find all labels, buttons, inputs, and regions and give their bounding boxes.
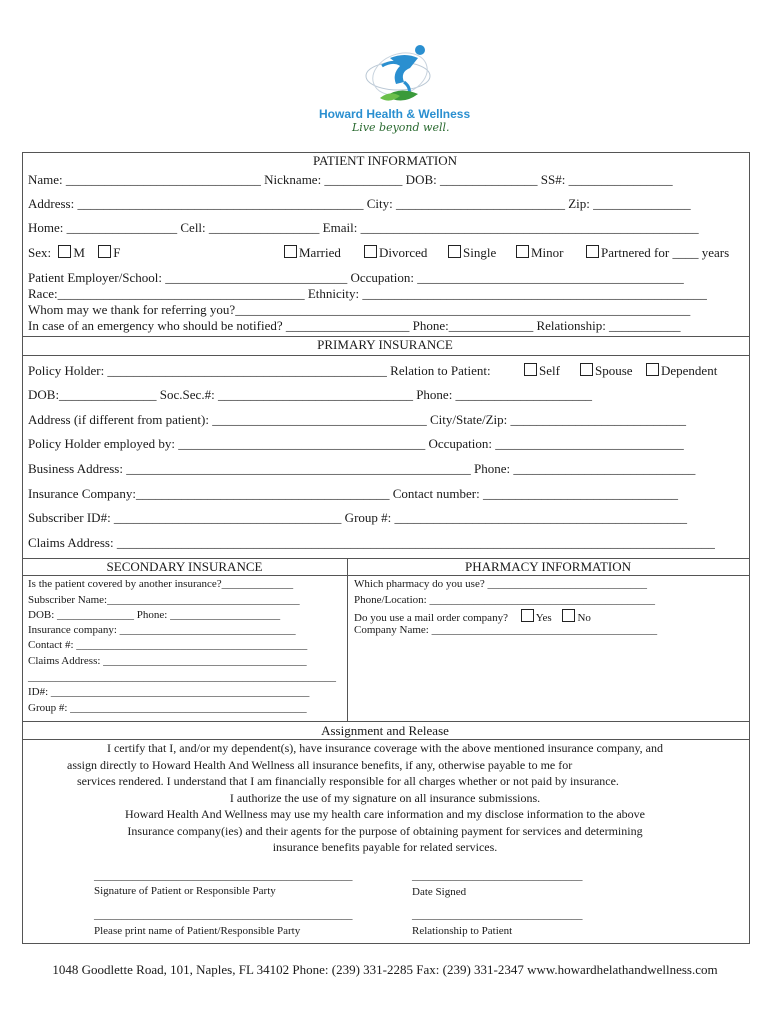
footer-contact: 1048 Goodlette Road, 101, Naples, FL 34102 Phone: (239) 331-2285 Fax: (239) 331-2347 www.howardhelathandwellness.com: [52, 962, 718, 977]
release-text-3: services rendered. I understand that I am financially responsible for all charges whether or not paid by insurance.: [77, 774, 619, 788]
single-label: Single: [463, 245, 497, 260]
patient-home-field[interactable]: Home: _________________ Cell: _________________ Email: ____________________________________________________: [28, 220, 699, 235]
relationship-line[interactable]: _______________________________: [412, 909, 583, 921]
patient-employer-field[interactable]: Patient Employer/School: ____________________________ Occupation: _________________________________________: [28, 270, 684, 285]
relationship-label: Relationship to Patient: [412, 925, 513, 937]
marital-single[interactable]: [448, 245, 496, 261]
secondary-company-field[interactable]: Insurance company: ________________________________: [28, 624, 296, 636]
relation-self[interactable]: [524, 363, 560, 379]
secondary-dob-field[interactable]: DOB: ______________ Phone: ____________________: [28, 609, 281, 621]
spouse-label: Spouse: [595, 363, 633, 378]
sex-male-checkbox[interactable]: [58, 245, 71, 258]
date-signed-label: Date Signed: [412, 886, 467, 898]
patient-info-header: PATIENT INFORMATION: [312, 153, 458, 168]
sex-female-checkbox[interactable]: [98, 245, 111, 258]
yes-label: Yes: [535, 612, 552, 624]
secondary-subscriber-field[interactable]: Subscriber Name:___________________________________: [28, 594, 300, 606]
pharmacy-phone-field[interactable]: Phone/Location: _________________________________________: [354, 594, 655, 606]
policy-dob-field[interactable]: DOB:_______________ Soc.Sec.#: ______________________________ Phone: _____________________: [28, 387, 593, 402]
policy-employed-field[interactable]: Policy Holder employed by: ______________________________________ Occupation: _____________________________: [28, 436, 684, 451]
release-text-2: assign directly to Howard Health And Wellness all insurance benefits, if any, otherwise payable to me for: [67, 758, 573, 772]
mail-order-yes-checkbox[interactable]: [521, 609, 534, 622]
business-address-field[interactable]: Business Address: _____________________________________________________ Phone: ____________________________: [28, 461, 696, 476]
dependent-label: Dependent: [661, 363, 718, 378]
mail-order-row: [354, 609, 591, 624]
patient-referral-field[interactable]: Whom may we thank for referring you?______________________________________________________________________: [28, 302, 691, 317]
release-header: Assignment and Release: [321, 723, 449, 738]
signature-label: Signature of Patient or Responsible Party: [94, 885, 276, 897]
relation-spouse[interactable]: [580, 363, 633, 379]
sex-label: Sex:: [28, 245, 52, 260]
self-checkbox[interactable]: [524, 363, 537, 376]
pharmacy-which-field[interactable]: Which pharmacy do you use? _____________________________: [354, 578, 647, 590]
logo: [360, 38, 440, 108]
secondary-covered-field[interactable]: Is the patient covered by another insurance?_____________: [28, 578, 294, 590]
divorced-checkbox[interactable]: [364, 245, 377, 258]
secondary-claims-line2[interactable]: ________________________________________________________: [28, 671, 336, 683]
marital-minor[interactable]: [516, 245, 564, 261]
sex-male-label: M: [73, 245, 85, 260]
married-label: Married: [299, 245, 341, 260]
secondary-group-field[interactable]: Group #: ___________________________________________: [28, 702, 307, 714]
secondary-insurance-header: SECONDARY INSURANCE: [106, 559, 263, 574]
divider: [22, 739, 749, 740]
divider: [22, 355, 749, 356]
marital-partnered[interactable]: [586, 245, 729, 261]
pharmacy-header: PHARMACY INFORMATION: [464, 559, 631, 574]
divorced-label: Divorced: [379, 245, 428, 260]
print-name-line[interactable]: _______________________________________________: [94, 909, 353, 921]
insurance-company-field[interactable]: Insurance Company:_______________________________________ Contact number: ______________________________: [28, 486, 678, 501]
marital-divorced[interactable]: [364, 245, 427, 261]
mail-order-label: Do you use a mail order company?: [354, 612, 508, 624]
patient-race-field[interactable]: Race:______________________________________ Ethnicity: _____________________________________________________: [28, 286, 707, 301]
no-label: No: [577, 612, 591, 624]
married-checkbox[interactable]: [284, 245, 297, 258]
spouse-checkbox[interactable]: [580, 363, 593, 376]
patient-emergency-field[interactable]: In case of an emergency who should be notified? ___________________ Phone:_____________ Relationship: ___________: [28, 318, 681, 333]
secondary-id-field[interactable]: ID#: _______________________________________________: [28, 686, 310, 698]
policy-address-field[interactable]: Address (if different from patient): _________________________________ City/State/Zip: ___________________________: [28, 412, 687, 427]
release-text-4: I authorize the use of my signature on all insurance submissions.: [229, 791, 541, 805]
print-name-label: Please print name of Patient/Responsible Party: [94, 925, 301, 937]
release-text-6: Insurance company(ies) and their agents for the purpose of obtaining payment for services and determining: [127, 824, 643, 838]
sex-row: [28, 245, 120, 261]
claims-address-field[interactable]: Claims Address: ____________________________________________________________________________________________: [28, 535, 715, 550]
patient-name-field[interactable]: Name: ______________________________ Nickname: ____________ DOB: _______________ SS#: ________________: [28, 172, 673, 187]
divider: [22, 575, 749, 576]
self-label: Self: [539, 363, 560, 378]
date-signed-line[interactable]: _______________________________: [412, 870, 583, 882]
policy-holder-field[interactable]: Policy Holder: ___________________________________________ Relation to Patient:: [28, 363, 491, 378]
patient-address-field[interactable]: Address: ____________________________________________ City: __________________________ Zip: _______________: [28, 196, 691, 211]
release-text-5: Howard Health And Wellness may use my health care information and my disclose information to the above: [124, 807, 645, 821]
secondary-claims-field[interactable]: Claims Address: _____________________________________: [28, 655, 307, 667]
single-checkbox[interactable]: [448, 245, 461, 258]
primary-insurance-header: PRIMARY INSURANCE: [317, 337, 453, 352]
secondary-contact-field[interactable]: Contact #: __________________________________________: [28, 639, 308, 651]
minor-label: Minor: [531, 245, 564, 260]
dependent-checkbox[interactable]: [646, 363, 659, 376]
relation-dependent[interactable]: [646, 363, 717, 379]
minor-checkbox[interactable]: [516, 245, 529, 258]
signature-line[interactable]: _______________________________________________: [94, 870, 353, 882]
release-text-7: insurance benefits payable for related services.: [272, 840, 498, 854]
logo-figure-icon: [360, 38, 440, 108]
partnered-label: Partnered for ____ years: [601, 245, 730, 260]
column-divider: [347, 558, 348, 721]
release-text-1: I certify that I, and/or my dependent(s), have insurance coverage with the above mentioned insurance company, and: [106, 741, 663, 755]
logo-tagline: Live beyond well.: [352, 121, 450, 134]
mail-order-no-checkbox[interactable]: [562, 609, 575, 622]
marital-married[interactable]: [284, 245, 341, 261]
subscriber-id-field[interactable]: Subscriber ID#: ___________________________________ Group #: _____________________________________________: [28, 510, 688, 525]
divider: [22, 721, 749, 722]
pharmacy-company-field[interactable]: Company Name: _________________________________________: [354, 624, 658, 636]
partnered-checkbox[interactable]: [586, 245, 599, 258]
logo-name: Howard Health & Wellness: [319, 107, 471, 121]
sex-female-label: F: [113, 245, 121, 260]
